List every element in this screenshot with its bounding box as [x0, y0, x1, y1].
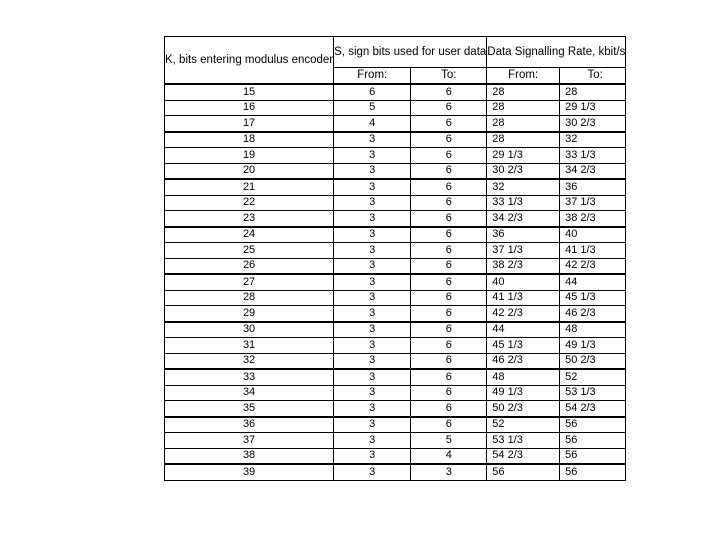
cell-rate-from: 34 2/3	[487, 211, 560, 227]
cell-s-from: 3	[334, 322, 411, 338]
header-k: K, bits entering modulus encoder	[165, 37, 334, 85]
table-row	[165, 353, 626, 369]
table-row	[165, 369, 626, 385]
cell-s-from: 3	[334, 132, 411, 148]
cell-rate-to: 56	[560, 433, 626, 449]
cell-k: 20	[165, 163, 334, 179]
cell-rate-from: 52	[487, 417, 560, 433]
cell-s-to: 6	[411, 353, 487, 369]
cell-rate-to: 45 1/3	[560, 290, 626, 306]
cell-s-from: 3	[334, 385, 411, 401]
cell-rate-to: 28	[560, 84, 626, 100]
cell-s-from: 3	[334, 417, 411, 433]
table-row	[165, 401, 626, 417]
cell-rate-to: 37 1/3	[560, 195, 626, 211]
cell-s-to: 3	[411, 464, 487, 480]
cell-k: 39	[165, 464, 334, 480]
cell-s-from: 3	[334, 211, 411, 227]
cell-s-to: 6	[411, 211, 487, 227]
table-row	[165, 258, 626, 274]
cell-s-from: 3	[334, 227, 411, 243]
cell-k: 26	[165, 258, 334, 274]
cell-k: 32	[165, 353, 334, 369]
cell-s-to: 6	[411, 100, 487, 116]
cell-rate-to: 34 2/3	[560, 163, 626, 179]
cell-s-to: 6	[411, 195, 487, 211]
cell-k: 18	[165, 132, 334, 148]
cell-k: 30	[165, 322, 334, 338]
cell-s-to: 6	[411, 132, 487, 148]
table-row	[165, 448, 626, 464]
cell-s-to: 6	[411, 116, 487, 132]
cell-rate-to: 32	[560, 132, 626, 148]
cell-rate-from: 32	[487, 179, 560, 195]
header-s-from: From:	[334, 68, 411, 85]
cell-rate-from: 45 1/3	[487, 338, 560, 354]
table-row	[165, 227, 626, 243]
table-row	[165, 464, 626, 480]
cell-rate-to: 49 1/3	[560, 338, 626, 354]
table-row	[165, 132, 626, 148]
cell-s-to: 6	[411, 385, 487, 401]
cell-s-to: 6	[411, 227, 487, 243]
cell-s-to: 6	[411, 179, 487, 195]
cell-s-to: 6	[411, 306, 487, 322]
cell-k: 29	[165, 306, 334, 322]
cell-s-from: 3	[334, 306, 411, 322]
cell-rate-to: 48	[560, 322, 626, 338]
cell-k: 38	[165, 448, 334, 464]
cell-k: 37	[165, 433, 334, 449]
cell-s-from: 3	[334, 448, 411, 464]
cell-rate-from: 42 2/3	[487, 306, 560, 322]
table-row	[165, 179, 626, 195]
table-row	[165, 243, 626, 259]
cell-k: 28	[165, 290, 334, 306]
cell-s-from: 3	[334, 148, 411, 164]
cell-rate-from: 41 1/3	[487, 290, 560, 306]
cell-k: 16	[165, 100, 334, 116]
cell-k: 15	[165, 84, 334, 100]
cell-rate-from: 36	[487, 227, 560, 243]
cell-rate-to: 38 2/3	[560, 211, 626, 227]
cell-s-from: 5	[334, 100, 411, 116]
cell-s-from: 3	[334, 353, 411, 369]
cell-rate-from: 33 1/3	[487, 195, 560, 211]
cell-s-to: 6	[411, 163, 487, 179]
cell-rate-from: 28	[487, 116, 560, 132]
cell-rate-to: 29 1/3	[560, 100, 626, 116]
cell-rate-to: 41 1/3	[560, 243, 626, 259]
table-row	[165, 385, 626, 401]
cell-s-from: 3	[334, 195, 411, 211]
header-s: S, sign bits used for user data	[334, 37, 487, 68]
cell-rate-to: 44	[560, 274, 626, 290]
cell-k: 19	[165, 148, 334, 164]
table-row	[165, 211, 626, 227]
cell-rate-to: 40	[560, 227, 626, 243]
cell-rate-from: 56	[487, 464, 560, 480]
cell-s-from: 6	[334, 84, 411, 100]
cell-rate-to: 56	[560, 464, 626, 480]
table-row	[165, 148, 626, 164]
table-row	[165, 195, 626, 211]
cell-s-from: 3	[334, 401, 411, 417]
table-row	[165, 274, 626, 290]
cell-k: 31	[165, 338, 334, 354]
cell-s-from: 3	[334, 258, 411, 274]
table-row	[165, 290, 626, 306]
cell-s-from: 3	[334, 179, 411, 195]
table-row	[165, 433, 626, 449]
cell-rate-from: 29 1/3	[487, 148, 560, 164]
table-row	[165, 163, 626, 179]
cell-k: 22	[165, 195, 334, 211]
cell-rate-from: 53 1/3	[487, 433, 560, 449]
cell-rate-from: 38 2/3	[487, 258, 560, 274]
cell-s-to: 6	[411, 274, 487, 290]
table-row	[165, 116, 626, 132]
cell-s-to: 6	[411, 148, 487, 164]
table-row	[165, 84, 626, 100]
header-row	[165, 37, 626, 68]
cell-s-to: 6	[411, 258, 487, 274]
header-rate-from: From:	[487, 68, 560, 85]
cell-rate-to: 53 1/3	[560, 385, 626, 401]
cell-s-from: 3	[334, 338, 411, 354]
cell-rate-to: 30 2/3	[560, 116, 626, 132]
cell-rate-from: 54 2/3	[487, 448, 560, 464]
cell-s-from: 3	[334, 433, 411, 449]
header-s-to: To:	[411, 68, 487, 85]
cell-rate-from: 28	[487, 100, 560, 116]
cell-rate-from: 46 2/3	[487, 353, 560, 369]
cell-k: 25	[165, 243, 334, 259]
cell-s-to: 6	[411, 84, 487, 100]
cell-k: 33	[165, 369, 334, 385]
table-row	[165, 417, 626, 433]
cell-s-from: 3	[334, 464, 411, 480]
cell-rate-from: 48	[487, 369, 560, 385]
cell-rate-to: 56	[560, 448, 626, 464]
cell-k: 35	[165, 401, 334, 417]
table-row	[165, 338, 626, 354]
cell-s-to: 6	[411, 369, 487, 385]
cell-rate-from: 44	[487, 322, 560, 338]
cell-s-from: 3	[334, 243, 411, 259]
cell-k: 21	[165, 179, 334, 195]
cell-rate-to: 52	[560, 369, 626, 385]
cell-s-to: 6	[411, 401, 487, 417]
cell-s-to: 5	[411, 433, 487, 449]
cell-rate-to: 33 1/3	[560, 148, 626, 164]
header-rate: Data Signalling Rate, kbit/s	[487, 37, 626, 68]
cell-s-to: 6	[411, 243, 487, 259]
cell-s-to: 6	[411, 338, 487, 354]
cell-s-from: 3	[334, 290, 411, 306]
table-row	[165, 322, 626, 338]
cell-rate-to: 46 2/3	[560, 306, 626, 322]
cell-s-to: 6	[411, 417, 487, 433]
cell-rate-to: 50 2/3	[560, 353, 626, 369]
signalling-rate-table	[164, 36, 626, 481]
header-rate-to: To:	[560, 68, 626, 85]
cell-rate-from: 28	[487, 84, 560, 100]
cell-s-from: 3	[334, 369, 411, 385]
cell-k: 36	[165, 417, 334, 433]
cell-k: 34	[165, 385, 334, 401]
table-body	[165, 84, 626, 480]
cell-rate-to: 56	[560, 417, 626, 433]
cell-rate-from: 37 1/3	[487, 243, 560, 259]
cell-rate-from: 40	[487, 274, 560, 290]
cell-rate-to: 36	[560, 179, 626, 195]
cell-rate-to: 54 2/3	[560, 401, 626, 417]
cell-s-to: 4	[411, 448, 487, 464]
cell-k: 23	[165, 211, 334, 227]
cell-rate-from: 28	[487, 132, 560, 148]
cell-rate-to: 42 2/3	[560, 258, 626, 274]
cell-s-to: 6	[411, 322, 487, 338]
cell-s-from: 4	[334, 116, 411, 132]
cell-s-to: 6	[411, 290, 487, 306]
cell-rate-from: 30 2/3	[487, 163, 560, 179]
cell-rate-from: 49 1/3	[487, 385, 560, 401]
cell-s-from: 3	[334, 163, 411, 179]
cell-k: 27	[165, 274, 334, 290]
cell-k: 24	[165, 227, 334, 243]
cell-k: 17	[165, 116, 334, 132]
cell-rate-from: 50 2/3	[487, 401, 560, 417]
table-row	[165, 306, 626, 322]
cell-s-from: 3	[334, 274, 411, 290]
table-row	[165, 100, 626, 116]
